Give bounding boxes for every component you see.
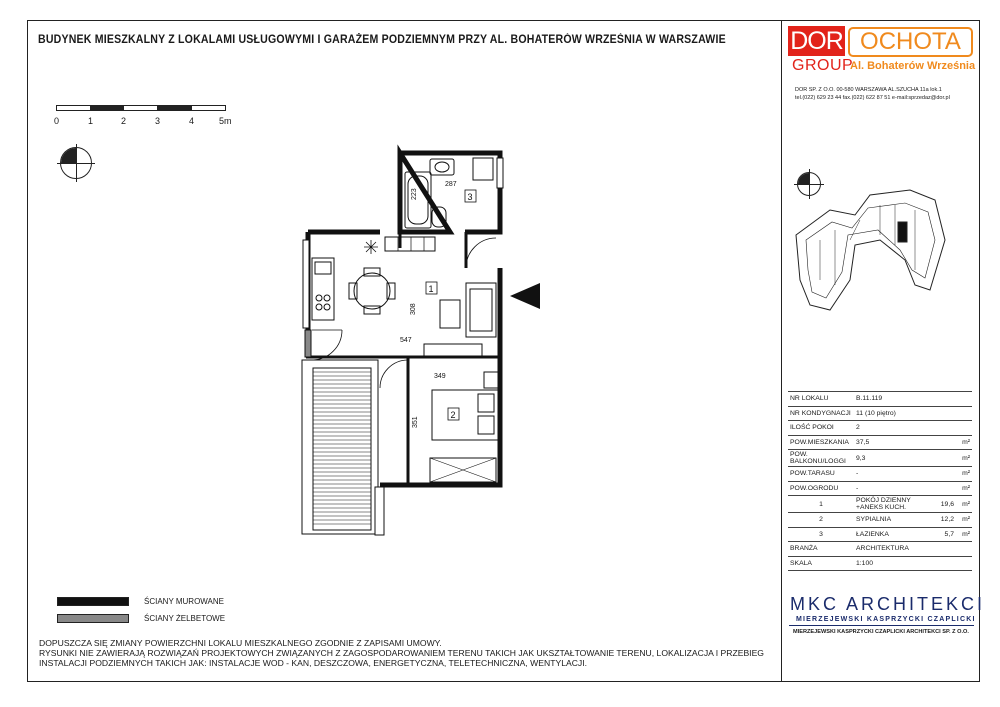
info-unit [956, 406, 972, 421]
room-name: ŁAZIENKA [854, 527, 939, 542]
room-row [788, 496, 972, 513]
chair [387, 283, 395, 299]
room-area: 19,6 [939, 496, 956, 513]
info-value: ARCHITEKTURA [854, 542, 972, 557]
architect-logo [790, 594, 985, 615]
room-area: 12,2 [939, 513, 956, 528]
info-label: POW.TARASU [788, 467, 854, 482]
table-row [788, 481, 972, 496]
room-unit: m² [956, 513, 972, 528]
scale-tick: 1 [88, 116, 94, 126]
company-line-2: tel.(022) 629 23 44 fax.(022) 622 87 51 e-mail:sprzedaz@dor.pl [795, 95, 950, 101]
bathroom-fixtures [405, 158, 493, 228]
room-dimension: 547 [400, 337, 412, 344]
info-label: POW.OGRODU [788, 481, 854, 496]
room-row [788, 513, 972, 528]
wardrobe [385, 237, 435, 251]
logo-street: Al. Bohaterów Września [850, 60, 976, 72]
info-unit [956, 392, 972, 407]
room-unit: m² [956, 527, 972, 542]
room-number: 1 [428, 284, 434, 294]
room-dimension: 308 [410, 303, 417, 315]
windows [303, 158, 503, 328]
coffee-table [440, 300, 460, 328]
dining-set [349, 268, 395, 314]
balcony-slats [313, 372, 371, 524]
info-value: - [854, 467, 956, 482]
balcony-column [375, 487, 384, 535]
note-line: RYSUNKI NIE ZAWIERAJĄ ROZWIĄZAŃ PROJEKTOWYCH ZWIĄZANYCH Z ZAGOSPODAROWANIEM TERENU TAKICH JAK UKSZTAŁTOWANIE TERENU, LOKALIZACJA I PRZEBIEG [39, 648, 764, 658]
info-label: POW.MIESZKANIA [788, 435, 854, 450]
table-row [788, 421, 972, 436]
company-line-1: DOR SP. Z O.O. 00-580 WARSZAWA AL.SZUCHA 11a lok.1 [795, 87, 942, 93]
info-value: 11 (10 piętro) [854, 406, 956, 421]
wardrobe-cross [430, 458, 496, 482]
architect-firm: MIERZEJEWSKI KASPRZYCKI CZAPLICKI ARCHITEKCI SP. Z O.O. [793, 629, 969, 635]
info-value: B.11.119 [854, 392, 956, 407]
entrance-arrow-icon [510, 283, 540, 309]
legend-masonry-swatch [57, 597, 129, 606]
window [497, 158, 503, 188]
table-row [788, 467, 972, 482]
info-label: ILOŚĆ POKOI [788, 421, 854, 436]
room-name: POKÓJ DZIENNY +ANEKS KUCH. [854, 496, 939, 513]
building-outline [796, 190, 945, 310]
chair [364, 306, 380, 314]
sink-bowl [435, 162, 449, 172]
pillow [478, 416, 494, 434]
wall-concrete [305, 330, 311, 357]
info-unit: m² [956, 481, 972, 496]
notes [39, 638, 764, 668]
note-line: DOPUSZCZA SIĘ ZMIANY POWIERZCHNI LOKALU MIESZKALNEGO ZGODNIE Z ZAPISAMI UMOWY. [39, 638, 442, 648]
info-value: 9,3 [854, 450, 956, 467]
room-row [788, 527, 972, 542]
room-dimension: 223 [411, 188, 418, 200]
scale-tick: 4 [189, 116, 195, 126]
scale-tick: 5m [219, 116, 232, 126]
room-no: 2 [788, 513, 854, 528]
architect-subtitle: MIERZEJEWSKI KASPRZYCKI CZAPLICKI [796, 616, 976, 623]
unit-highlight [898, 222, 907, 242]
note-line: INSTALACJI PODZIEMNYCH TAKICH JAK: INSTALACJE WOD - KAN, DESZCZOWA, ENERGETYCZNA, TELETECHNICZNA, WENTYLACJI. [39, 658, 587, 668]
door-swing [466, 238, 496, 268]
hob-ring [324, 304, 330, 310]
bed [432, 390, 498, 440]
chair [349, 283, 357, 299]
room-unit: m² [956, 496, 972, 513]
chair [364, 268, 380, 276]
info-label: SKALA [788, 556, 854, 571]
pillow [478, 394, 494, 412]
logo-dor: DOR [788, 26, 845, 56]
logo-ochota: OCHOTA [848, 27, 973, 57]
building-units [820, 205, 915, 285]
info-label: BRANŻA [788, 542, 854, 557]
kitchen-sink [315, 262, 331, 274]
wardrobe-lines [398, 237, 424, 251]
room-number: 2 [450, 410, 456, 420]
room-dimension: 287 [445, 181, 457, 188]
washing-machine [473, 158, 493, 180]
hob-ring [316, 304, 322, 310]
tv-cabinet [424, 344, 482, 357]
room-area: 5,7 [939, 527, 956, 542]
info-value: 2 [854, 421, 956, 436]
info-value: - [854, 481, 956, 496]
room-no: 1 [788, 496, 854, 513]
info-label: NR KONDYGNACJI [788, 406, 854, 421]
sofa-seat [470, 289, 492, 331]
window [303, 240, 309, 328]
table-row [788, 556, 972, 571]
building-inner [806, 203, 935, 298]
info-value: 37,5 [854, 435, 956, 450]
architect-logo-a: MKC [790, 594, 839, 614]
logo-group: GROUP [792, 57, 854, 74]
hob-ring [316, 295, 322, 301]
hob-ring [324, 295, 330, 301]
table-row [788, 392, 972, 407]
balcony [302, 360, 384, 535]
room-name: SYPIALNIA [854, 513, 939, 528]
nightstand [484, 372, 498, 388]
scale-tick: 0 [54, 116, 60, 126]
dining-table [354, 273, 390, 309]
info-label: NR LOKALU [788, 392, 854, 407]
room-dimension: 349 [434, 373, 446, 380]
scale-tick: 3 [155, 116, 161, 126]
legend-masonry: ŚCIANY MUROWANE [144, 597, 225, 606]
legend-concrete: ŚCIANY ŻELBETOWE [144, 614, 226, 623]
room-no: 3 [788, 527, 854, 542]
door-swing [380, 360, 408, 388]
room-dimension: 351 [412, 416, 419, 428]
architect-logo-b: ARCHITEKCI [846, 594, 986, 614]
scale-tick: 2 [121, 116, 127, 126]
table-row [788, 406, 972, 421]
table-row [788, 435, 972, 450]
info-label: POW. BALKONU/LOGGI [788, 450, 854, 467]
divider [789, 625, 974, 626]
sheet-title: BUDYNEK MIESZKALNY Z LOKALAMI USŁUGOWYMI I GARAŻEM PODZIEMNYM PRZY AL. BOHATERÓW WRZEŚNIA W WARSZAWIE [38, 34, 726, 46]
info-unit: m² [956, 450, 972, 467]
key-plan [796, 190, 945, 310]
info-unit [956, 421, 972, 436]
unit-info-table [788, 391, 972, 571]
info-value: 1:100 [854, 556, 972, 571]
closet-x [364, 240, 378, 254]
info-unit: m² [956, 435, 972, 450]
doors [312, 238, 496, 388]
table-row [788, 542, 972, 557]
legend-concrete-swatch [57, 614, 129, 623]
table-row [788, 450, 972, 467]
bedroom-furniture [430, 372, 498, 482]
room-number: 3 [467, 192, 473, 202]
info-unit: m² [956, 467, 972, 482]
sink [430, 159, 454, 175]
